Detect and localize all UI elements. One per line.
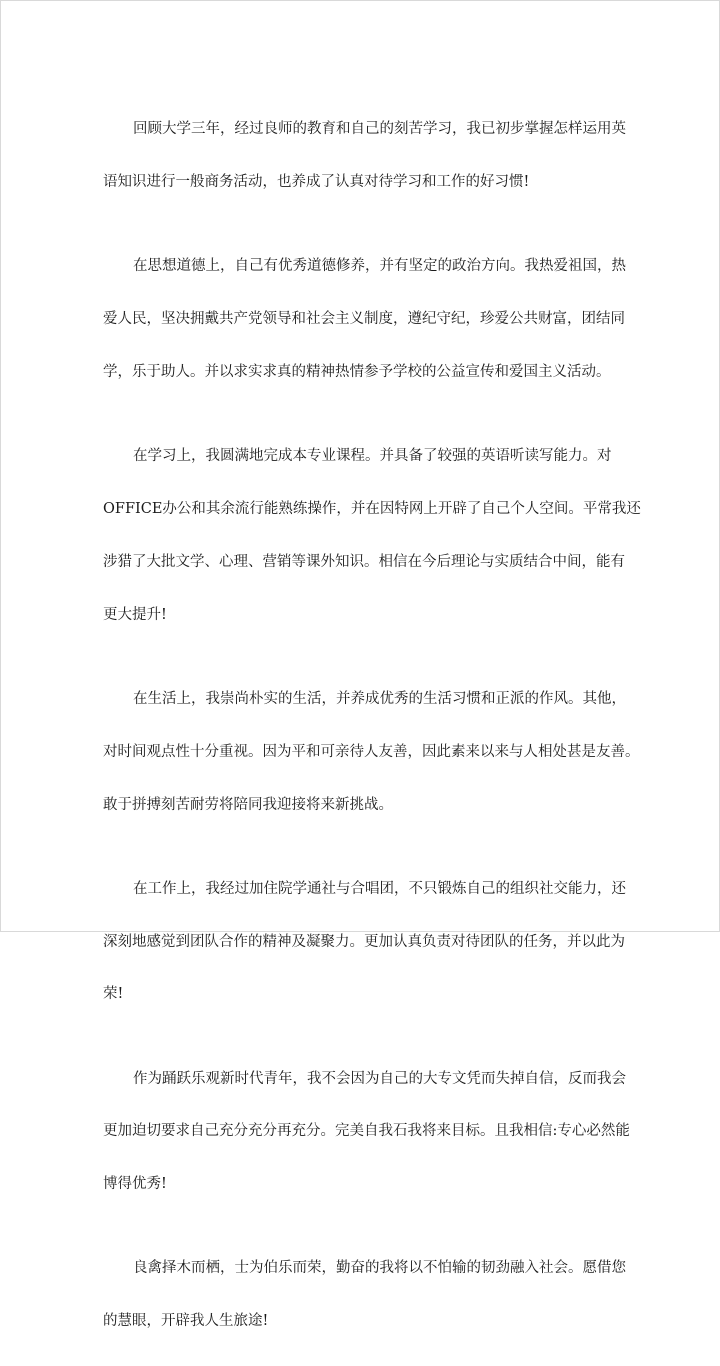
- paragraph-line: 深刻地感觉到团队合作的精神及凝聚力。更加认真负责对待团队的任务，并以此为: [103, 933, 625, 950]
- paragraph-line: 敢于拼搏刻苦耐劳将陪同我迎接将来新挑战。: [103, 796, 393, 813]
- paragraph-youth: [103, 1039, 630, 1224]
- paragraph-line: 涉猎了大批文学、心理、营销等课外知识。相信在今后理论与实质结合中间，能有: [103, 553, 625, 570]
- paragraph-line: 语知识进行一般商务活动，也养成了认真对待学习和工作的好习惯!: [103, 174, 530, 191]
- paragraph-line: 爱人民，坚决拥戴共产党领导和社会主义制度，遵纪守纪，珍爱公共财富，团结同: [103, 311, 625, 328]
- paragraph-line: 在生活上，我崇尚朴实的生活，并养成优秀的生活习惯和正派的作风。其他，: [133, 690, 626, 707]
- paragraph-line: 博得优秀!: [103, 1176, 167, 1193]
- paragraph-work: [103, 849, 626, 1034]
- paragraph-review: [103, 90, 626, 222]
- paragraph-line: 在学习上，我圆满地完成本专业课程。并具备了较强的英语听读写能力。对: [133, 448, 612, 465]
- paragraph-closing: [103, 1229, 626, 1361]
- paragraph-line: 学，乐于助人。并以求实求真的精神热情参予学校的公益宣传和爱国主义活动。: [103, 364, 611, 381]
- paragraph-line: 更大提升!: [103, 606, 167, 623]
- paragraph-line: 在思想道德上，自己有优秀道德修养，并有坚定的政治方向。我热爱祖国，热: [133, 258, 626, 275]
- paragraph-line: 荣!: [103, 986, 124, 1003]
- document-body: [103, 90, 641, 1366]
- paragraph-line: OFFICE办公和其余流行能熟练操作，并在因特网上开辟了自己个人空间。平常我还: [103, 501, 641, 518]
- paragraph-line: 更加迫切要求自己充分充分再充分。完美自我石我将来目标。且我相信:专心必然能: [103, 1123, 630, 1140]
- paragraph-line: 作为踊跃乐观新时代青年，我不会因为自己的大专文凭而失掉自信，反而我会: [133, 1070, 626, 1087]
- paragraph-line: 在工作上，我经过加住院学通社与合唱团，不只锻炼自己的组织社交能力，还: [133, 880, 626, 897]
- paragraph-line: 对时间观点性十分重视。因为平和可亲待人友善，因此素来以来与人相处甚是友善。: [103, 743, 640, 760]
- paragraph-morality: [103, 227, 626, 412]
- paragraph-study: [103, 417, 641, 655]
- paragraph-line: 良禽择木而栖，士为伯乐而荣，勤奋的我将以不怕输的韧劲融入社会。愿借您: [133, 1260, 626, 1277]
- paragraph-line: 回顾大学三年，经过良师的教育和自己的刻苦学习，我已初步掌握怎样运用英: [133, 121, 626, 138]
- paragraph-life: [103, 660, 640, 845]
- paragraph-line: 的慧眼，开辟我人生旅途!: [103, 1313, 269, 1330]
